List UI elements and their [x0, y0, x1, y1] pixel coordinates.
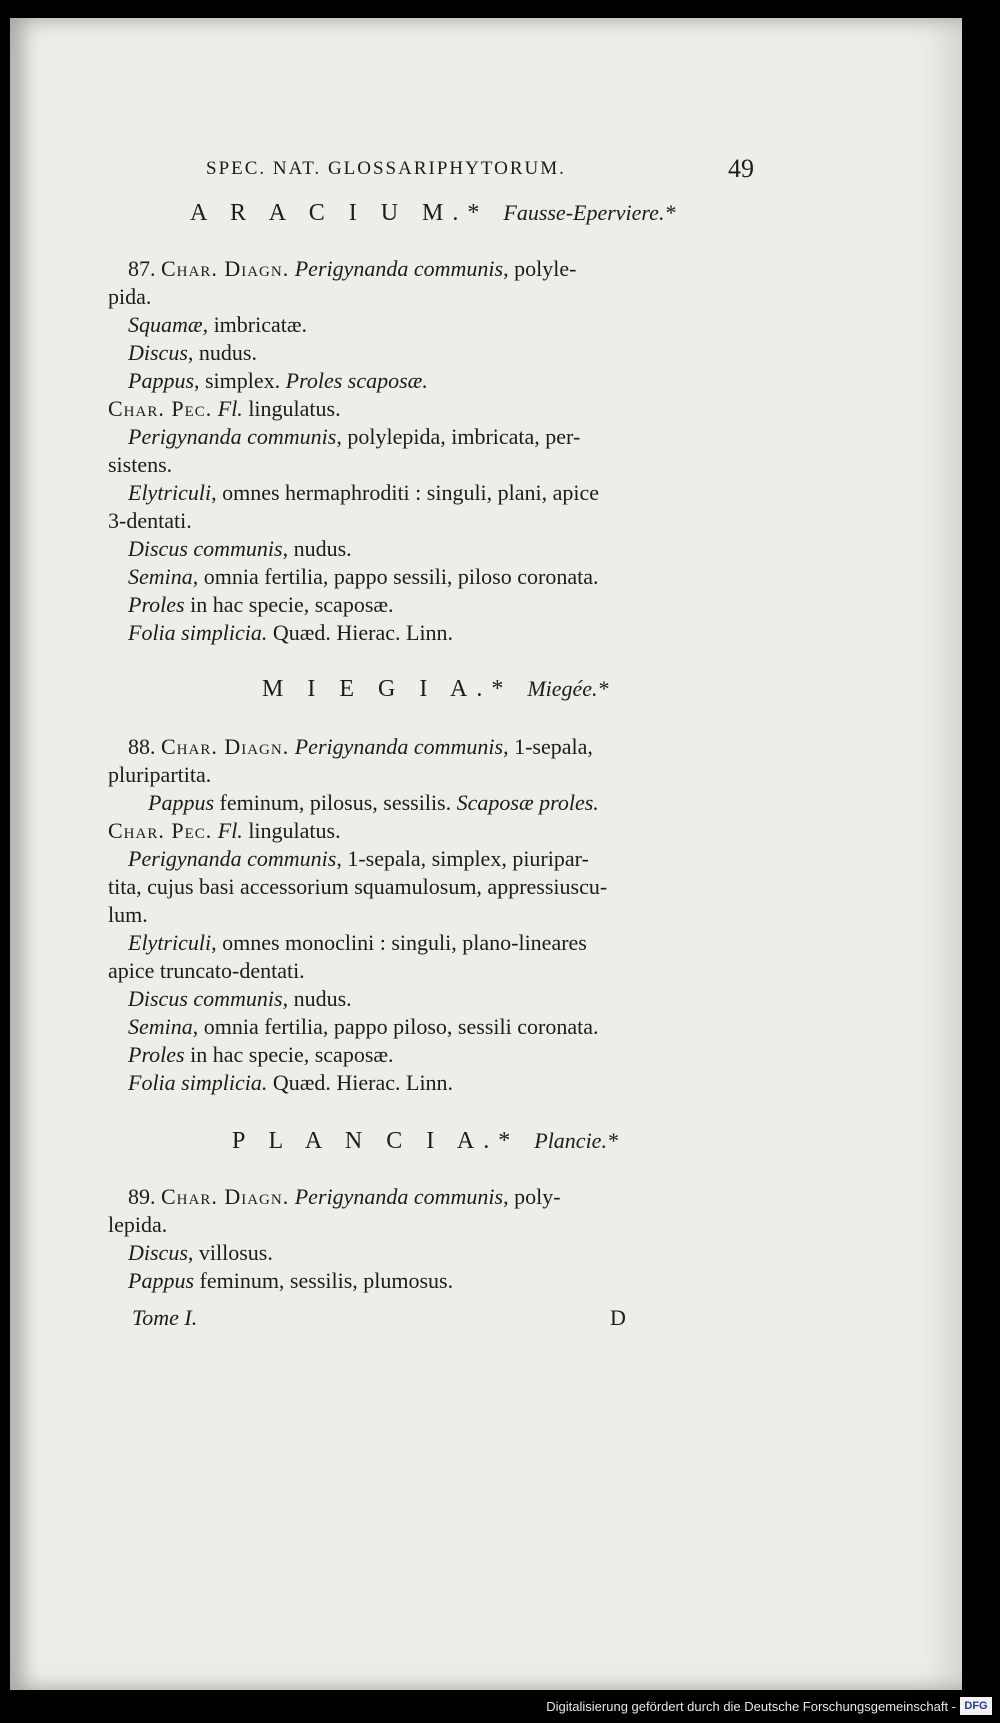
digitization-footer: [0, 1693, 1000, 1723]
text-run: , nudus.: [282, 536, 352, 561]
text-run: 89.: [128, 1184, 161, 1209]
line: [128, 367, 428, 395]
text-run: , omnia fertilia, pappo piloso, sessili coronata.: [192, 1014, 599, 1039]
line: [108, 1211, 167, 1239]
text-run: , polylepida, imbricata, per-: [336, 424, 581, 449]
italic-run: Proles scaposæ.: [285, 368, 428, 393]
line: [108, 873, 607, 901]
text-run: feminum, pilosus, sessilis.: [214, 790, 457, 815]
line: [128, 1267, 453, 1295]
text-run: , 1-sepala, simplex, piuripar-: [336, 846, 589, 871]
italic-run: Semina: [128, 564, 193, 589]
line: [128, 1041, 394, 1069]
italic-run: Discus: [128, 340, 188, 365]
italic-run: Scaposæ proles.: [456, 790, 599, 815]
line: [128, 479, 599, 507]
book-page: [10, 18, 962, 1690]
small-caps-run: Char. Diagn.: [161, 734, 290, 759]
italic-run: Pappus: [148, 790, 214, 815]
text-run: pluripartita.: [108, 762, 212, 787]
text-run: 88.: [128, 734, 161, 759]
text-run: lum.: [108, 902, 148, 927]
running-head: SPEC. NAT. GLOSSARIPHYTORUM.: [206, 158, 566, 179]
italic-run: Perigynanda communis: [294, 1184, 504, 1209]
text-run: , nudus.: [282, 986, 352, 1011]
section-title-french: Fausse-Eperviere.*: [503, 200, 676, 225]
volume-label: Tome I.: [132, 1305, 198, 1330]
line: [108, 395, 341, 423]
text-run: lingulatus.: [242, 818, 341, 843]
text-run: , villosus.: [187, 1240, 273, 1265]
line: [128, 311, 307, 339]
line: [128, 535, 352, 563]
text-run: lingulatus.: [242, 396, 341, 421]
section-title-miegia: M I E G I A.* Miegée.*: [262, 676, 609, 702]
italic-run: Discus: [128, 1240, 188, 1265]
text-run: 3-dentati.: [108, 508, 192, 533]
line: [108, 761, 211, 789]
text-run: Quæd. Hierac. Linn.: [267, 620, 454, 645]
text-run: apice truncato-dentati.: [108, 958, 305, 983]
italic-run: Fl.: [217, 818, 243, 843]
italic-run: Discus communis: [128, 986, 283, 1011]
section-title-plancia: P L A N C I A.* Plancie.*: [232, 1128, 618, 1154]
italic-run: Folia simplicia.: [128, 1070, 268, 1095]
signature-mark: D: [610, 1305, 626, 1330]
line: [108, 957, 305, 985]
section-title-french: Plancie.*: [534, 1128, 618, 1153]
line: [128, 591, 394, 619]
italic-run: Elytriculi: [128, 480, 212, 505]
text-run: 87.: [128, 256, 161, 281]
small-caps-run: Char. Pec.: [108, 818, 213, 843]
line: [128, 845, 589, 873]
text-run: tita, cujus basi accessorium squamulosum, appressiuscu-: [108, 874, 608, 899]
text-run: , polyle-: [503, 256, 577, 281]
line: [108, 901, 148, 929]
text-run: lepida.: [108, 1212, 168, 1237]
section-title-aracium: A R A C I U M.* Fausse-Eperviere.*: [190, 200, 676, 226]
italic-run: Perigynanda communis: [128, 846, 337, 871]
italic-run: Squamæ: [128, 312, 203, 337]
line: [108, 817, 341, 845]
text-run: , omnia fertilia, pappo sessili, piloso coronata.: [192, 564, 599, 589]
line: [128, 985, 352, 1013]
text-run: , nudus.: [187, 340, 257, 365]
line: [128, 1239, 273, 1267]
italic-run: Folia simplicia.: [128, 620, 268, 645]
line: [128, 733, 593, 761]
text-run: in hac specie, scaposæ.: [184, 592, 394, 617]
italic-run: Proles: [128, 592, 185, 617]
italic-run: Proles: [128, 1042, 185, 1067]
text-run: feminum, sessilis, plumosus.: [194, 1268, 454, 1293]
italic-run: Perigynanda communis: [294, 734, 504, 759]
italic-run: Discus communis: [128, 536, 283, 561]
text-run: , omnes hermaphroditi : singuli, plani, apice: [211, 480, 600, 505]
text-run: , poly-: [503, 1184, 561, 1209]
text-run: , imbricatæ.: [202, 312, 308, 337]
text-run: pida.: [108, 284, 152, 309]
italic-run: Semina: [128, 1014, 193, 1039]
digitization-note: Digitalisierung gefördert durch die Deutsche Forschungsgemeinschaft -: [546, 1699, 956, 1714]
line: [108, 283, 151, 311]
line: [128, 1013, 598, 1041]
line: [128, 1069, 453, 1097]
dfg-logo-icon: DFG: [960, 1697, 992, 1715]
small-caps-run: Char. Pec.: [108, 396, 213, 421]
line: [128, 563, 598, 591]
text-run: Quæd. Hierac. Linn.: [267, 1070, 454, 1095]
line: [148, 789, 599, 817]
italic-run: Pappus: [128, 368, 194, 393]
line: [128, 1183, 561, 1211]
line: [128, 339, 257, 367]
italic-run: Fl.: [217, 396, 243, 421]
text-run: sistens.: [108, 452, 173, 477]
line: [128, 619, 453, 647]
line: [108, 451, 172, 479]
text-run: , omnes monoclini : singuli, plano-lineares: [211, 930, 587, 955]
line: [128, 423, 580, 451]
small-caps-run: Char. Diagn.: [161, 256, 290, 281]
line: [128, 255, 576, 283]
italic-run: Pappus: [128, 1268, 194, 1293]
small-caps-run: Char. Diagn.: [161, 1184, 290, 1209]
italic-run: Elytriculi: [128, 930, 212, 955]
italic-run: Perigynanda communis: [128, 424, 337, 449]
italic-run: Perigynanda communis: [294, 256, 504, 281]
text-run: , simplex.: [194, 368, 286, 393]
line: [128, 929, 587, 957]
page-number: 49: [728, 154, 754, 183]
section-title-french: Miegée.*: [527, 676, 609, 701]
text-run: , 1-sepala,: [503, 734, 593, 759]
line: [108, 507, 192, 535]
text-run: in hac specie, scaposæ.: [184, 1042, 394, 1067]
